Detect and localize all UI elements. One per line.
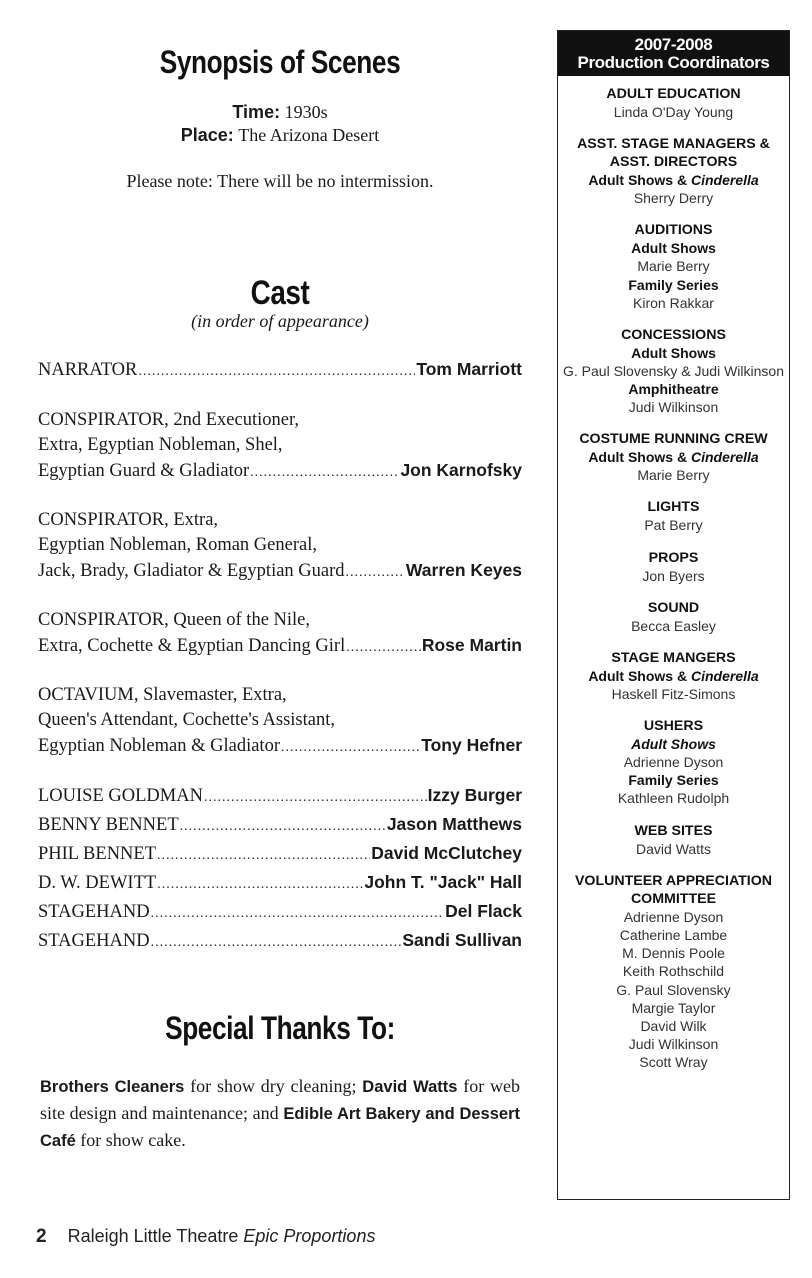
time-line [70, 102, 490, 123]
coordinator-subheading [558, 448, 789, 466]
sidebar-season: 2007-2008 [634, 35, 713, 54]
production-coordinators-sidebar [557, 30, 790, 1200]
subheading-italic: Cinderella [690, 449, 759, 466]
coordinator-name: Judi Wilkinson [628, 1036, 719, 1053]
cast-subtitle: (in order of appearance) [191, 311, 369, 331]
cast-role: NARRATOR [38, 360, 138, 380]
coordinator-name: Marie Berry [637, 467, 710, 484]
coordinator-name: Kathleen Rudolph [617, 790, 730, 807]
place-label: Place: [180, 125, 234, 145]
coordinator-category: COMMITTEE [630, 890, 717, 907]
cast-role-line [38, 558, 522, 585]
coordinator-subheading [558, 239, 789, 257]
coordinator-name: Becca Easley [631, 617, 716, 634]
coordinator-subheading [558, 380, 789, 398]
coordinator-name: Jon Byers [642, 567, 705, 584]
cast-role-line [38, 812, 522, 839]
intermission-note: Please note: There will be no intermission. [126, 171, 434, 191]
coordinator-name: Judi Wilkinson [628, 399, 719, 416]
subheading-text: Adult Shows [631, 240, 716, 257]
subheading-text: Family Series [628, 772, 719, 789]
coordinator-name: Pat Berry [644, 517, 703, 534]
special-thanks-title: Special Thanks To: [165, 1010, 395, 1046]
coordinator-category: WEB SITES [634, 822, 713, 839]
cast-role-line: Egyptian Nobleman, Roman General, [38, 535, 317, 555]
cast-role: Egyptian Nobleman & Gladiator [38, 736, 280, 756]
cast-role: STAGEHAND [38, 902, 150, 922]
coordinator-category: CONCESSIONS [621, 326, 726, 343]
coordinator-category: USHERS [643, 718, 704, 735]
cast-role: PHIL BENNET [38, 844, 157, 864]
cast-role-line [38, 357, 522, 384]
cast-actor: David McClutchey [371, 843, 522, 863]
coordinator-name: Haskell Fitz-Simons [611, 686, 736, 703]
coordinator-group [558, 221, 789, 311]
special-thanks-text [40, 1073, 520, 1154]
coordinator-subheading [558, 735, 789, 753]
cast-entry [38, 841, 522, 868]
cast-actor: Del Flack [445, 901, 522, 921]
cast-entry [38, 899, 522, 926]
place-value: The Arizona Desert [238, 125, 380, 145]
dot-leader [346, 560, 405, 585]
coordinator-group [558, 549, 789, 585]
cast-role-line [38, 928, 522, 955]
coordinator-name: Margie Taylor [631, 999, 716, 1016]
subheading-text: Adult Shows & [588, 668, 691, 685]
cast-title: Cast [250, 274, 310, 312]
dot-leader [157, 843, 370, 868]
page-number: 2 [36, 1226, 47, 1247]
coordinator-subheading [558, 276, 789, 294]
coordinator-name: Adrienne Dyson [623, 754, 724, 771]
cast-role-line: CONSPIRATOR, Queen of the Nile, [38, 610, 311, 630]
coordinator-name: Linda O'Day Young [613, 104, 734, 120]
page-footer [36, 1226, 375, 1248]
cast-entry [38, 408, 522, 485]
cast-actor: Jason Matthews [386, 814, 522, 834]
cast-role: LOUISE GOLDMAN [38, 786, 203, 806]
coordinator-group [558, 599, 789, 635]
cast-entry [38, 928, 522, 955]
dot-leader [346, 635, 421, 660]
coordinator-name: G. Paul Slovensky & Judi Wilkinson [563, 362, 784, 379]
subheading-italic: Adult Shows [631, 736, 716, 753]
dot-leader [250, 460, 399, 485]
coordinator-subheading [558, 771, 789, 789]
place-line [70, 125, 490, 146]
dot-leader [281, 735, 420, 760]
coordinator-group [558, 717, 789, 807]
coordinator-category: LIGHTS [647, 499, 700, 516]
cast-entry [38, 683, 522, 760]
coordinator-name: M. Dennis Poole [622, 945, 725, 962]
cast-role: Jack, Brady, Gladiator & Egyptian Guard [38, 561, 345, 581]
coordinator-name: Keith Rothschild [622, 963, 725, 980]
cast-role-line [38, 733, 522, 760]
coordinator-group [558, 326, 789, 416]
coordinator-name: Scott Wray [639, 1054, 708, 1071]
coordinator-category: ASST. STAGE MANAGERS & [577, 136, 770, 153]
dot-leader [151, 930, 402, 955]
coordinator-category: SOUND [647, 599, 700, 616]
cast-role: D. W. DEWITT [38, 873, 157, 893]
dot-leader [204, 785, 427, 810]
dot-leader [151, 901, 445, 926]
coordinator-name: David Wilk [640, 1018, 707, 1035]
coordinator-group [558, 498, 789, 534]
subheading-text: Amphitheatre [628, 381, 719, 398]
coordinator-name: David Watts [636, 840, 711, 857]
cast-actor: Jon Karnofsky [400, 460, 522, 480]
coordinator-category: ASST. DIRECTORS [609, 154, 738, 171]
sponsor-name: Brothers Cleaners [40, 1078, 185, 1096]
subheading-text: Adult Shows & [588, 449, 691, 466]
sidebar-header [558, 31, 789, 76]
sponsor-credit: for web site design and maintenance; and [40, 1076, 520, 1123]
coordinator-name: Marie Berry [637, 258, 710, 275]
coordinator-group [558, 822, 789, 858]
time-label: Time: [232, 102, 281, 122]
synopsis-title: Synopsis of Scenes [159, 44, 401, 80]
cast-role-line: CONSPIRATOR, 2nd Executioner, [38, 410, 299, 430]
coordinator-category: ADULT EDUCATION [606, 86, 741, 102]
cast-role-line [38, 633, 522, 660]
cast-role-line [38, 870, 522, 897]
dot-leader [180, 814, 386, 839]
cast-actor: John T. "Jack" Hall [364, 872, 522, 892]
subheading-text: Adult Shows & [588, 172, 691, 189]
dot-leader [138, 359, 415, 384]
coordinator-name: Adrienne Dyson [623, 908, 724, 925]
cast-role-line: OCTAVIUM, Slavemaster, Extra, [38, 685, 287, 705]
coordinator-group [558, 649, 789, 703]
cast-role-line: Queen's Attendant, Cochette's Assistant, [38, 710, 335, 730]
theatre-name: Raleigh Little Theatre [67, 1226, 239, 1246]
cast-entry [38, 783, 522, 810]
subheading-italic: Cinderella [690, 668, 759, 685]
cast-actor: Sandi Sullivan [402, 930, 522, 950]
cast-role-line [38, 458, 522, 485]
subheading-italic: Cinderella [690, 172, 759, 189]
coordinator-subheading [558, 667, 789, 685]
cast-actor: Tom Marriott [416, 359, 522, 379]
cast-role: BENNY BENNET [38, 815, 179, 835]
coordinator-group [558, 872, 789, 1072]
coordinator-group [558, 135, 789, 207]
coordinator-name: Kiron Rakkar [633, 294, 714, 311]
cast-role: Extra, Cochette & Egyptian Dancing Girl [38, 636, 346, 656]
cast-entry [38, 870, 522, 897]
sponsor-name: David Watts [362, 1078, 458, 1096]
coordinator-category: PROPS [648, 549, 699, 566]
cast-entry [38, 608, 522, 660]
coordinator-name: G. Paul Slovensky [616, 981, 731, 998]
coordinator-category: STAGE MANGERS [611, 650, 736, 667]
cast-actor: Warren Keyes [405, 560, 522, 580]
cast-role: STAGEHAND [38, 931, 150, 951]
cast-role-line [38, 899, 522, 926]
sponsor-credit: for show dry cleaning; [184, 1076, 363, 1096]
cast-role-line: Extra, Egyptian Nobleman, Shel, [38, 435, 283, 455]
cast-role-line [38, 783, 522, 810]
cast-role-line: CONSPIRATOR, Extra, [38, 510, 219, 530]
cast-entry [38, 357, 522, 384]
cast-role: Egyptian Guard & Gladiator [38, 461, 250, 481]
time-value: 1930s [284, 102, 328, 122]
cast-actor: Tony Hefner [421, 735, 522, 755]
show-name: Epic Proportions [243, 1226, 376, 1246]
coordinator-category: AUDITIONS [634, 222, 713, 239]
subheading-text: Family Series [628, 276, 719, 293]
coordinator-category: COSTUME RUNNING CREW [579, 431, 768, 448]
coordinator-subheading [558, 171, 789, 189]
coordinator-group [558, 85, 789, 121]
cast-actor: Rose Martin [421, 635, 522, 655]
sponsor-name: Edible Art Bakery and Dessert Café [40, 1105, 520, 1150]
dot-leader [157, 872, 363, 897]
coordinator-list [558, 76, 789, 1072]
cast-role-line [38, 841, 522, 868]
sidebar-title: Production Coordinators [577, 53, 770, 72]
subheading-text: Adult Shows [631, 344, 716, 361]
coordinator-subheading [558, 344, 789, 362]
sponsor-credit: for show cake. [75, 1130, 186, 1150]
coordinator-name: Sherry Derry [633, 190, 714, 207]
cast-actor: Izzy Burger [427, 785, 522, 805]
cast-entry [38, 812, 522, 839]
cast-entry [38, 508, 522, 585]
coordinator-group [558, 430, 789, 484]
coordinator-name: Catherine Lambe [619, 927, 728, 944]
coordinator-category: VOLUNTEER APPRECIATION [574, 872, 773, 889]
